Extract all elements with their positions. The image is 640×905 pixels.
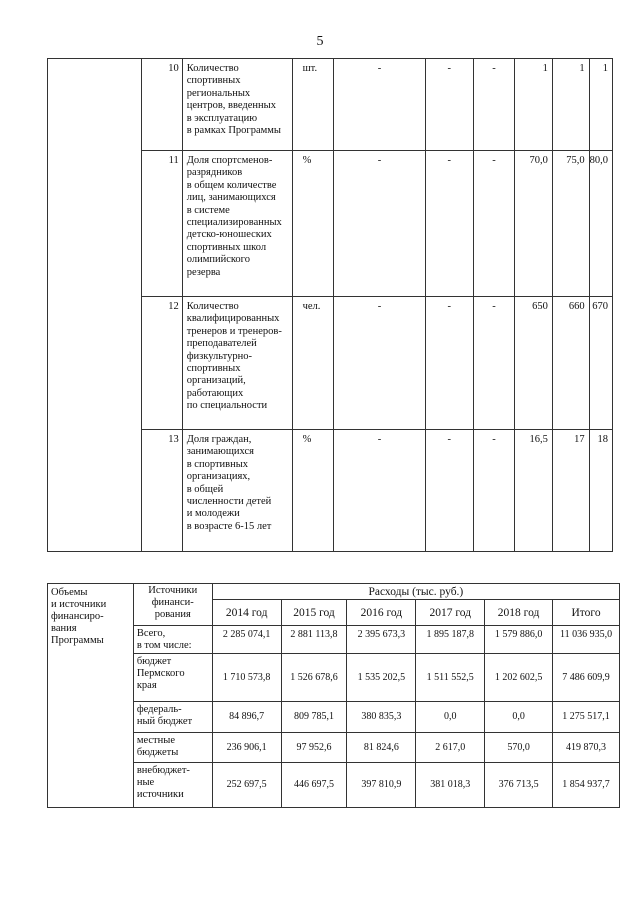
value-cell: 1 <box>515 59 553 151</box>
amount-cell: 1 526 678,6 <box>281 654 347 702</box>
name-line: олимпийского <box>186 254 250 266</box>
source-line: источники <box>136 789 184 800</box>
label-line: финансиро- <box>51 611 104 622</box>
name-line: спортивных школ <box>186 241 267 253</box>
value-cell: - <box>334 297 425 430</box>
amount-cell: 7 486 609,9 <box>553 654 620 702</box>
name-line: Доля спортсменов- <box>186 155 273 166</box>
source-line: бюджет <box>136 656 172 667</box>
blank-left-cell <box>48 59 142 552</box>
name-line: в общей <box>186 483 224 495</box>
value-cell: - <box>473 59 514 151</box>
name-line: и молодежи <box>186 508 240 520</box>
indicator-name <box>182 151 292 297</box>
value-cell: - <box>425 151 473 297</box>
name-line: центров, введенных <box>186 100 276 112</box>
amount-cell: 380 835,3 <box>347 702 416 733</box>
unit-cell: % <box>292 430 334 552</box>
amount-cell: 97 952,6 <box>281 733 347 763</box>
value-cell: 17 <box>552 430 589 552</box>
source-label-local-budgets <box>133 733 212 763</box>
source-line: Всего, <box>136 628 166 639</box>
header-line: Источники <box>148 585 198 596</box>
value-cell: - <box>425 59 473 151</box>
label-line: Программы <box>51 635 104 646</box>
indicator-name <box>182 59 292 151</box>
name-line: квалифицированных <box>186 313 280 325</box>
value-cell: - <box>473 151 514 297</box>
row-number: 11 <box>142 151 183 297</box>
row-number: 12 <box>142 297 183 430</box>
name-line: лиц, занимающихся <box>186 192 276 204</box>
amount-cell: 0,0 <box>485 702 553 733</box>
amount-cell: 0,0 <box>416 702 485 733</box>
source-line: местные <box>136 735 175 746</box>
name-line: специализированных <box>186 217 282 229</box>
amount-cell: 1 511 552,5 <box>416 654 485 702</box>
amount-cell: 84 896,7 <box>212 702 281 733</box>
value-cell: - <box>425 430 473 552</box>
source-line: федераль- <box>136 704 182 715</box>
value-cell: 18 <box>589 430 612 552</box>
amount-cell: 11 036 935,0 <box>553 626 620 654</box>
source-line: в том числе: <box>136 640 192 651</box>
label-line: Объемы <box>51 587 88 598</box>
header-line: финанси- <box>151 597 194 608</box>
year-header: 2015 год <box>281 600 347 626</box>
source-line: бюджеты <box>136 747 179 758</box>
name-line: в рамках Программы <box>186 125 281 137</box>
source-label-extrabudgetary <box>133 763 212 808</box>
amount-cell: 1 275 517,1 <box>553 702 620 733</box>
value-cell: 80,0 <box>589 151 612 297</box>
amount-cell: 1 854 937,7 <box>553 763 620 808</box>
value-cell: 660 <box>552 297 589 430</box>
value-cell: 70,0 <box>515 151 553 297</box>
page-number: 5 <box>316 34 324 49</box>
amount-cell: 570,0 <box>485 733 553 763</box>
indicators-table <box>47 58 613 552</box>
value-cell: - <box>334 430 425 552</box>
sources-header <box>133 584 212 626</box>
label-line: и источники <box>51 599 107 610</box>
name-line: преподавателей <box>186 338 257 350</box>
value-cell: - <box>334 151 425 297</box>
amount-cell: 236 906,1 <box>212 733 281 763</box>
amount-cell: 1 710 573,8 <box>212 654 281 702</box>
amount-cell: 2 881 113,8 <box>281 626 347 654</box>
unit-cell: чел. <box>292 297 334 430</box>
amount-cell: 419 870,3 <box>553 733 620 763</box>
name-line: численности детей <box>186 496 272 508</box>
name-line: в спортивных <box>186 458 249 470</box>
amount-cell: 446 697,5 <box>281 763 347 808</box>
row-number: 10 <box>142 59 183 151</box>
name-line: спортивных <box>186 363 241 375</box>
amount-cell: 1 202 602,5 <box>485 654 553 702</box>
amount-cell: 1 535 202,5 <box>347 654 416 702</box>
year-header: 2016 год <box>347 600 416 626</box>
amount-cell: 1 895 187,8 <box>416 626 485 654</box>
value-cell: - <box>473 297 514 430</box>
unit-cell: шт. <box>292 59 334 151</box>
name-line: занимающихся <box>186 446 254 458</box>
indicator-name <box>182 297 292 430</box>
name-line: резерва <box>186 266 221 278</box>
name-line: разрядников <box>186 167 243 179</box>
name-line: тренеров и тренеров- <box>186 325 282 337</box>
source-line: ные <box>136 777 155 788</box>
name-line: по специальности <box>186 400 268 412</box>
amount-cell: 2 395 673,3 <box>347 626 416 654</box>
name-line: в возрасте 6-15 лет <box>186 520 272 532</box>
value-cell: - <box>334 59 425 151</box>
value-cell: 1 <box>589 59 612 151</box>
header-line: рования <box>154 609 191 620</box>
amount-cell: 2 617,0 <box>416 733 485 763</box>
source-line: края <box>136 680 157 691</box>
label-line: вания <box>51 623 77 634</box>
program-funding-label <box>48 584 134 808</box>
value-cell: - <box>425 297 473 430</box>
value-cell: 1 <box>552 59 589 151</box>
source-line: внебюджет- <box>136 765 190 776</box>
value-cell: - <box>473 430 514 552</box>
source-label-federal-budget <box>133 702 212 733</box>
indicator-name <box>182 430 292 552</box>
name-line: спортивных <box>186 75 241 87</box>
value-cell: 670 <box>589 297 612 430</box>
amount-cell: 809 785,1 <box>281 702 347 733</box>
expenses-header: Расходы (тыс. руб.) <box>212 584 619 600</box>
amount-cell: 1 579 886,0 <box>485 626 553 654</box>
year-header: 2014 год <box>212 600 281 626</box>
unit-cell: % <box>292 151 334 297</box>
name-line: физкультурно- <box>186 350 252 362</box>
row-number: 13 <box>142 430 183 552</box>
name-line: организациях, <box>186 471 251 483</box>
name-line: региональных <box>186 87 251 99</box>
value-cell: 650 <box>515 297 553 430</box>
source-label-regional-budget <box>133 654 212 702</box>
value-cell: 75,0 <box>552 151 589 297</box>
year-header: 2018 год <box>485 600 553 626</box>
amount-cell: 81 824,6 <box>347 733 416 763</box>
total-header: Итого <box>553 600 620 626</box>
name-line: в системе <box>186 204 230 216</box>
amount-cell: 376 713,5 <box>485 763 553 808</box>
amount-cell: 252 697,5 <box>212 763 281 808</box>
amount-cell: 2 285 074,1 <box>212 626 281 654</box>
year-header: 2017 год <box>416 600 485 626</box>
source-line: Пермского <box>136 668 185 679</box>
name-line: организаций, <box>186 375 246 387</box>
source-label-total <box>133 626 212 654</box>
name-line: детско-юношеских <box>186 229 272 241</box>
value-cell: 16,5 <box>515 430 553 552</box>
finance-table <box>47 583 620 808</box>
amount-cell: 381 018,3 <box>416 763 485 808</box>
name-line: в эксплуатацию <box>186 112 258 124</box>
name-line: Количество <box>186 63 239 74</box>
name-line: в общем количестве <box>186 179 277 191</box>
amount-cell: 397 810,9 <box>347 763 416 808</box>
source-line: ный бюджет <box>136 716 193 727</box>
name-line: Количество <box>186 301 239 312</box>
name-line: работающих <box>186 387 244 399</box>
name-line: Доля граждан, <box>186 434 252 445</box>
